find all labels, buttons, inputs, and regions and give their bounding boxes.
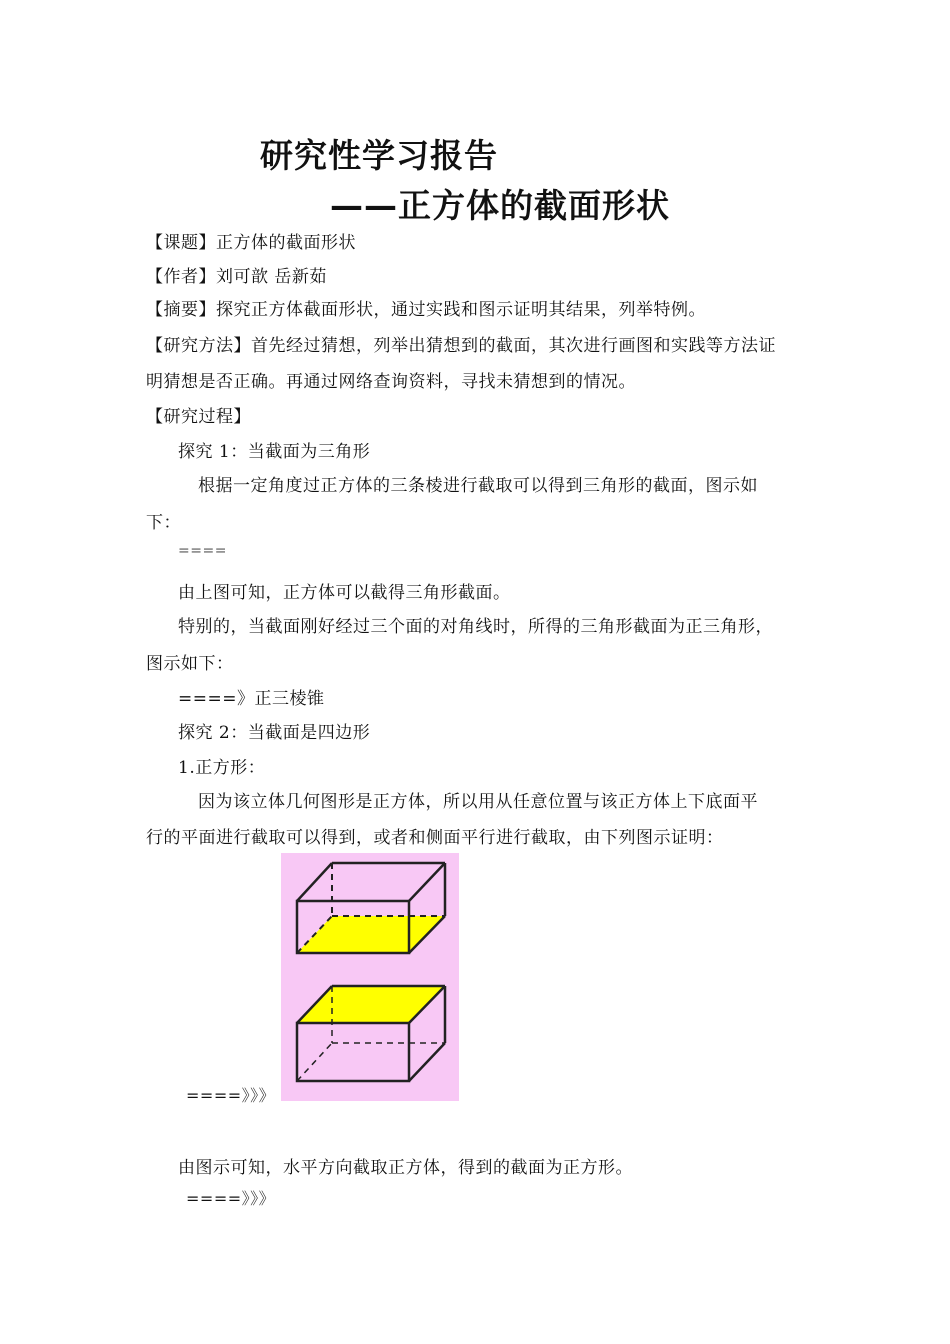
special-line-2: 图示如下：: [146, 654, 234, 674]
cube-section-diagram: [281, 853, 459, 1101]
sub-title: ——正方体的截面形状: [330, 186, 670, 225]
process-heading: 【研究过程】: [146, 407, 251, 427]
conclusion-1: 由上图可知，正方体可以截得三角形截面。: [178, 583, 511, 603]
main-title: 研究性学习报告: [260, 136, 498, 175]
arrow-placeholder-2: ====》正三棱锥: [178, 689, 325, 709]
method-line-2: 明猜想是否正确。再通过网络查询资料，寻找未猜想到的情况。: [146, 372, 636, 392]
method-line-1: 【研究方法】首先经过猜想，列举出猜想到的截面，其次进行画图和实践等方法证: [146, 336, 776, 356]
conclusion-2: 由图示可知，水平方向截取正方体，得到的截面为正方形。: [178, 1158, 633, 1178]
paragraph-2-line-2: 行的平面进行截取可以得到，或者和侧面平行进行截取，由下列图示证明：: [146, 828, 724, 848]
paragraph-1-line-1: 根据一定角度过正方体的三条棱进行截取可以得到三角形的截面，图示如: [198, 476, 758, 496]
cube-section-figure: [281, 853, 459, 1101]
explore-1-heading: 探究 1：当截面为三角形: [178, 442, 371, 462]
abstract-line: 【摘要】探究正方体截面形状，通过实践和图示证明其结果，列举特例。: [146, 300, 706, 320]
authors-line: 【作者】刘可歆 岳新茹: [146, 267, 327, 287]
paragraph-2-line-1: 因为该立体几何图形是正方体，所以用从任意位置与该正方体上下底面平: [198, 792, 758, 812]
upper-section-plane: [297, 916, 445, 953]
explore-2-heading: 探究 2：当截面是四边形: [178, 723, 371, 743]
arrow-placeholder-1: ====: [178, 543, 227, 559]
lower-section-plane: [297, 986, 445, 1023]
arrow-placeholder-4: ====》》》: [186, 1189, 276, 1208]
item-square: 1.正方形：: [178, 758, 266, 778]
arrow-placeholder-3: ====》》》: [186, 1086, 276, 1105]
special-line-1: 特别的，当截面刚好经过三个面的对角线时，所得的三角形截面为正三角形，: [178, 617, 773, 637]
paragraph-1-line-2: 下：: [146, 513, 181, 533]
topic-line: 【课题】正方体的截面形状: [146, 233, 356, 253]
